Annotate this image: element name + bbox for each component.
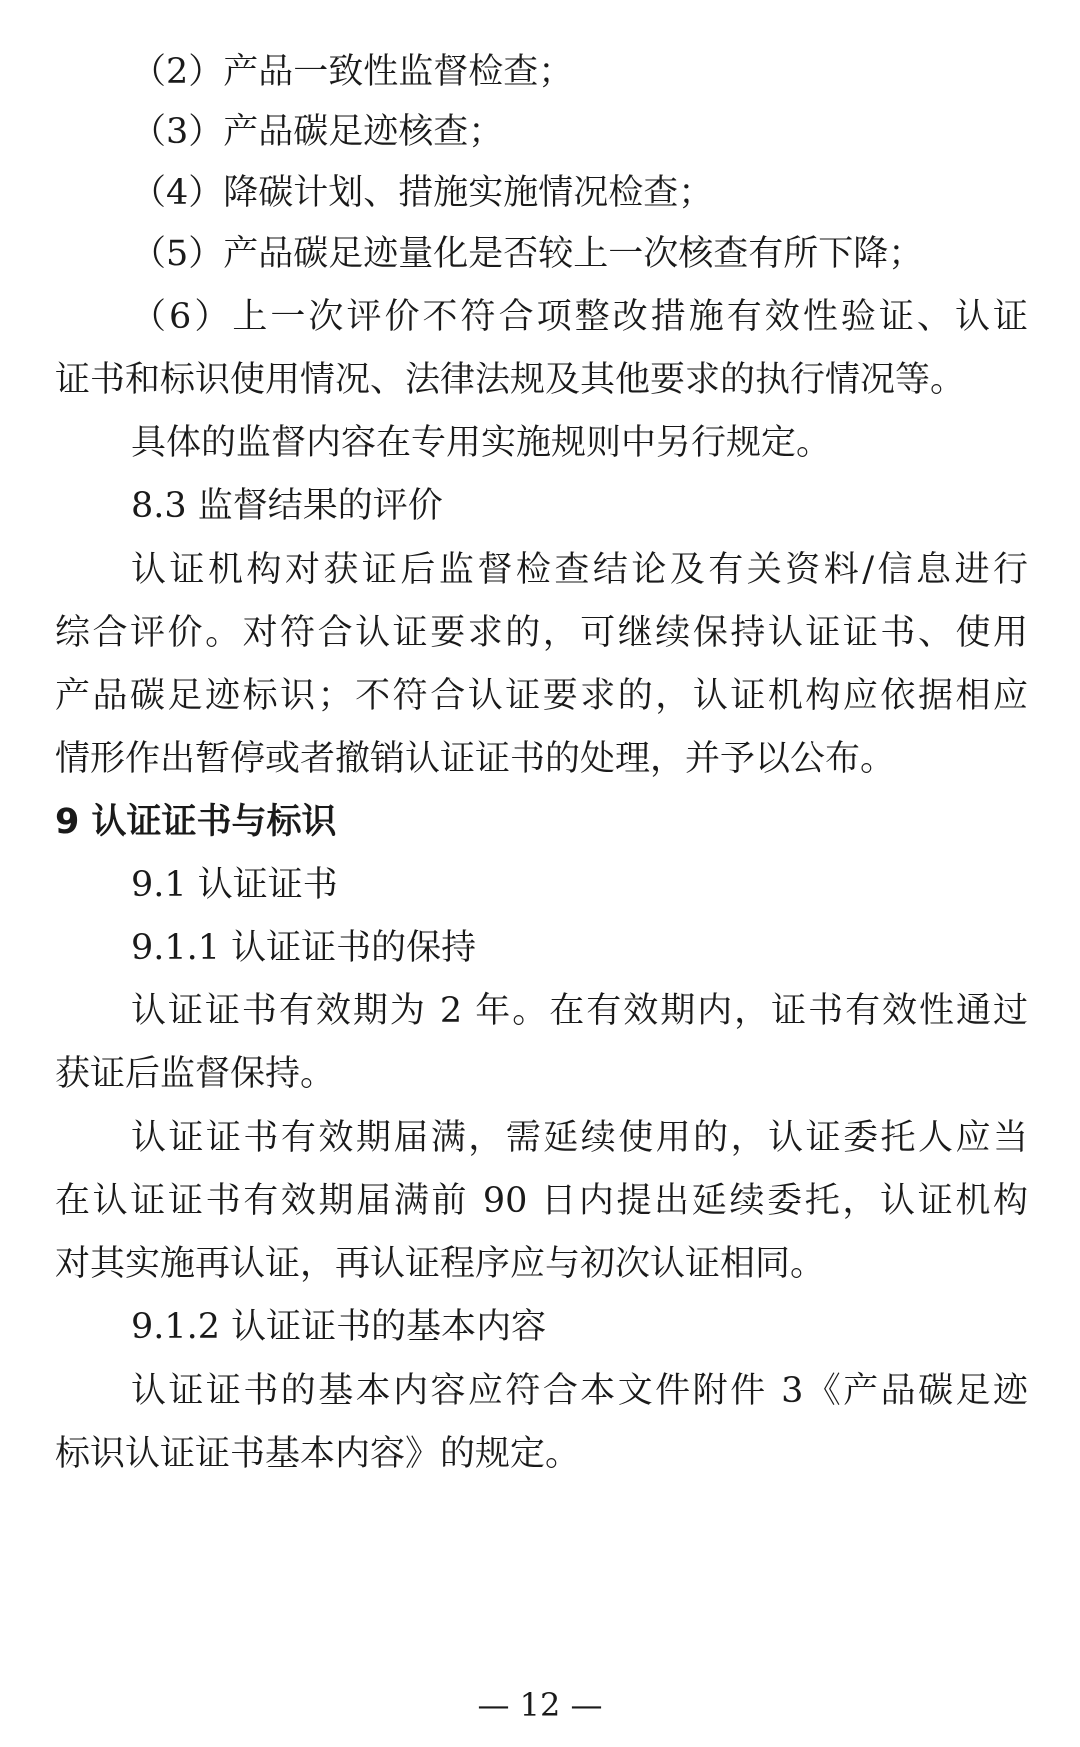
- paragraph-line: 具体的监督内容在专用实施规则中另行规定。: [131, 423, 832, 463]
- section-heading-9: 9 认证证书与标识: [55, 802, 337, 842]
- section-heading-9-1-2: 9.1.2 认证证书的基本内容: [131, 1307, 547, 1347]
- paragraph-line: 标识认证证书基本内容》的规定。: [55, 1434, 581, 1474]
- page-number: — 12 —: [477, 1686, 603, 1724]
- list-item-6-continued: 证书和标识使用情况、法律法规及其他要求的执行情况等。: [55, 360, 966, 400]
- paragraph-line: 情形作出暂停或者撤销认证证书的处理，并予以公布。: [55, 739, 896, 779]
- list-item-6: （6）上一次评价不符合项整改措施有效性验证、认证: [131, 297, 1028, 337]
- list-item-3: （3）产品碳足迹核查；: [131, 112, 504, 152]
- paragraph-line: 综合评价。对符合认证要求的，可继续保持认证证书、使用: [55, 613, 1028, 653]
- list-item-2: （2）产品一致性监督检查；: [131, 52, 574, 92]
- paragraph-line: 在认证证书有效期届满前 90 日内提出延续委托，认证机构: [55, 1181, 1028, 1221]
- paragraph-line: 认证证书的基本内容应符合本文件附件 3《产品碳足迹: [131, 1371, 1028, 1411]
- paragraph-line: 获证后监督保持。: [55, 1054, 336, 1094]
- section-heading-8-3: 8.3 监督结果的评价: [131, 486, 443, 526]
- section-heading-9-1-1: 9.1.1 认证证书的保持: [131, 928, 477, 968]
- paragraph-line: 对其实施再认证，再认证程序应与初次认证相同。: [55, 1244, 826, 1284]
- section-heading-9-1: 9.1 认证证书: [131, 865, 338, 905]
- list-item-4: （4）降碳计划、措施实施情况检查；: [131, 173, 714, 213]
- paragraph-line: 认证证书有效期为 2 年。在有效期内，证书有效性通过: [131, 991, 1028, 1031]
- paragraph-line: 认证机构对获证后监督检查结论及有关资料/信息进行: [131, 550, 1028, 590]
- paragraph-line: 产品碳足迹标识；不符合认证要求的，认证机构应依据相应: [55, 676, 1028, 716]
- list-item-5: （5）产品碳足迹量化是否较上一次核查有所下降；: [131, 234, 924, 274]
- paragraph-line: 认证证书有效期届满，需延续使用的，认证委托人应当: [131, 1118, 1028, 1158]
